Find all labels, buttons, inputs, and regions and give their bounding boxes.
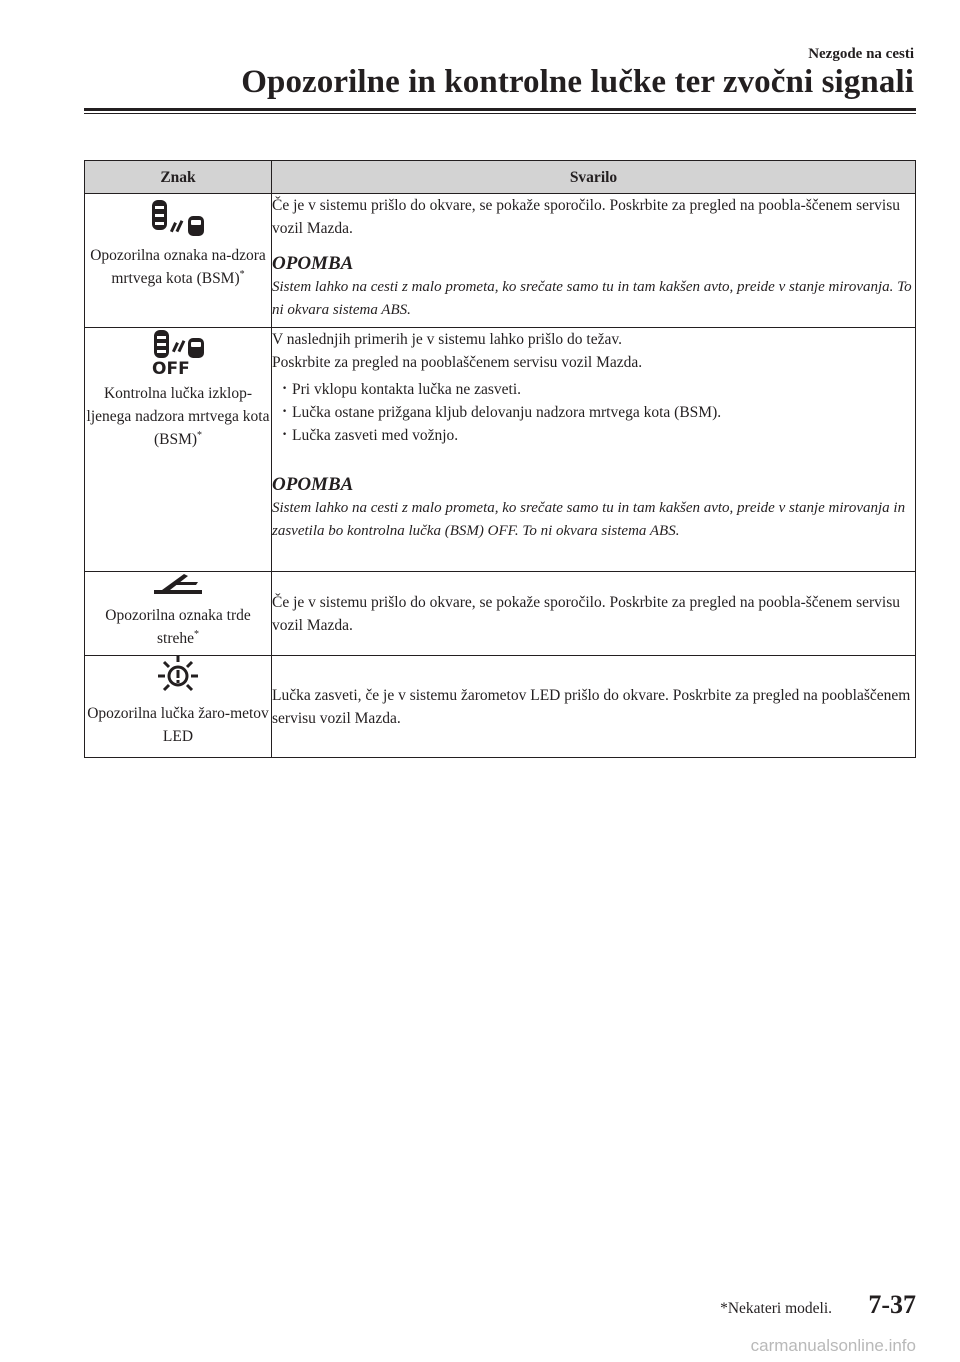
- warning-table: [84, 160, 916, 758]
- watermark-text: carmanualsonline.info: [750, 1336, 916, 1355]
- sign-cell: [85, 572, 272, 656]
- led-headlight-warning-icon: [150, 656, 206, 696]
- section-name: Nezgode na cesti: [808, 46, 914, 62]
- page-number: 7-37: [868, 1290, 916, 1319]
- note-title: OPOMBA: [272, 474, 354, 495]
- sign-cell: [85, 328, 272, 572]
- hard-top-warning-icon: [148, 572, 208, 598]
- note-title: OPOMBA: [272, 253, 354, 274]
- header-rule-thin: [84, 113, 916, 114]
- warning-cell: [272, 194, 916, 328]
- warning-text: Če je v sistemu prišlo do okvare, se pokaže sporočilo. Poskrbite za pregled na poobla-ščenem servisu vozil Mazda.: [272, 593, 901, 634]
- table-row: [85, 656, 916, 758]
- warning-text: Če je v sistemu prišlo do okvare, se pokaže sporočilo. Poskrbite za pregled na poobla-ščenem servisu vozil Mazda.: [272, 197, 901, 237]
- asterisk-mark: *: [239, 268, 245, 280]
- column-header-warning: Svarilo: [272, 161, 916, 194]
- warning-text: V naslednjih primerih je v sistemu lahko prišlo do težav.: [272, 331, 622, 348]
- footnote: *Nekateri modeli.: [720, 1300, 832, 1317]
- list-item: · Lučka ostane prižgana kljub delovanju nadzora mrtvega kota (BSM).: [282, 401, 915, 424]
- list-item: · Pri vklopu kontakta lučka ne zasveti.: [282, 378, 915, 401]
- table-header-row: [85, 161, 916, 194]
- sign-cell: [85, 194, 272, 328]
- page-title: Opozorilne in kontrolne lučke ter zvočni signali: [241, 64, 914, 100]
- sign-label: Opozorilna lučka žaro-metov LED: [87, 705, 269, 745]
- warning-cell: [272, 572, 916, 656]
- condition-list: [272, 378, 915, 447]
- list-item: · Lučka zasveti med vožnjo.: [282, 424, 915, 447]
- asterisk-mark: *: [197, 429, 203, 441]
- warning-text: Lučka zasveti, če je v sistemu žarometov LED prišlo do okvare. Poskrbite za pregled na pooblaščenem servisu vozil Mazda.: [272, 686, 911, 727]
- off-text: OFF: [152, 359, 190, 376]
- warning-cell: [272, 656, 916, 758]
- table-row: [85, 194, 916, 328]
- sign-label: Opozorilna oznaka na-dzora mrtvega kota (BSM): [90, 247, 266, 287]
- bsm-off-icon: [148, 328, 208, 376]
- warning-text: Poskrbite za pregled na pooblaščenem servisu vozil Mazda.: [272, 354, 643, 371]
- warning-cell: [272, 328, 916, 572]
- note-text: Sistem lahko na cesti z malo prometa, ko srečate samo tu in tam kakšen avto, preide v stanje mirovanja in zasvetila bo kontrolna lučka (BSM) OFF. To ni okvara sistema ABS.: [272, 500, 906, 539]
- asterisk-mark: *: [194, 628, 199, 640]
- sign-label: Opozorilna oznaka trde strehe: [105, 607, 251, 647]
- bsm-warning-icon: [148, 194, 208, 238]
- table-row: [85, 572, 916, 656]
- sign-label: Kontrolna lučka izklop-ljenega nadzora mrtvega kota (BSM): [86, 385, 270, 448]
- header-rule: [84, 108, 916, 111]
- note-text: Sistem lahko na cesti z malo prometa, ko srečate samo tu in tam kakšen avto, preide v stanje mirovanja. To ni okvara sistema ABS.: [272, 279, 912, 318]
- table-row: [85, 328, 916, 572]
- sign-cell: [85, 656, 272, 758]
- column-header-sign: Znak: [85, 161, 272, 194]
